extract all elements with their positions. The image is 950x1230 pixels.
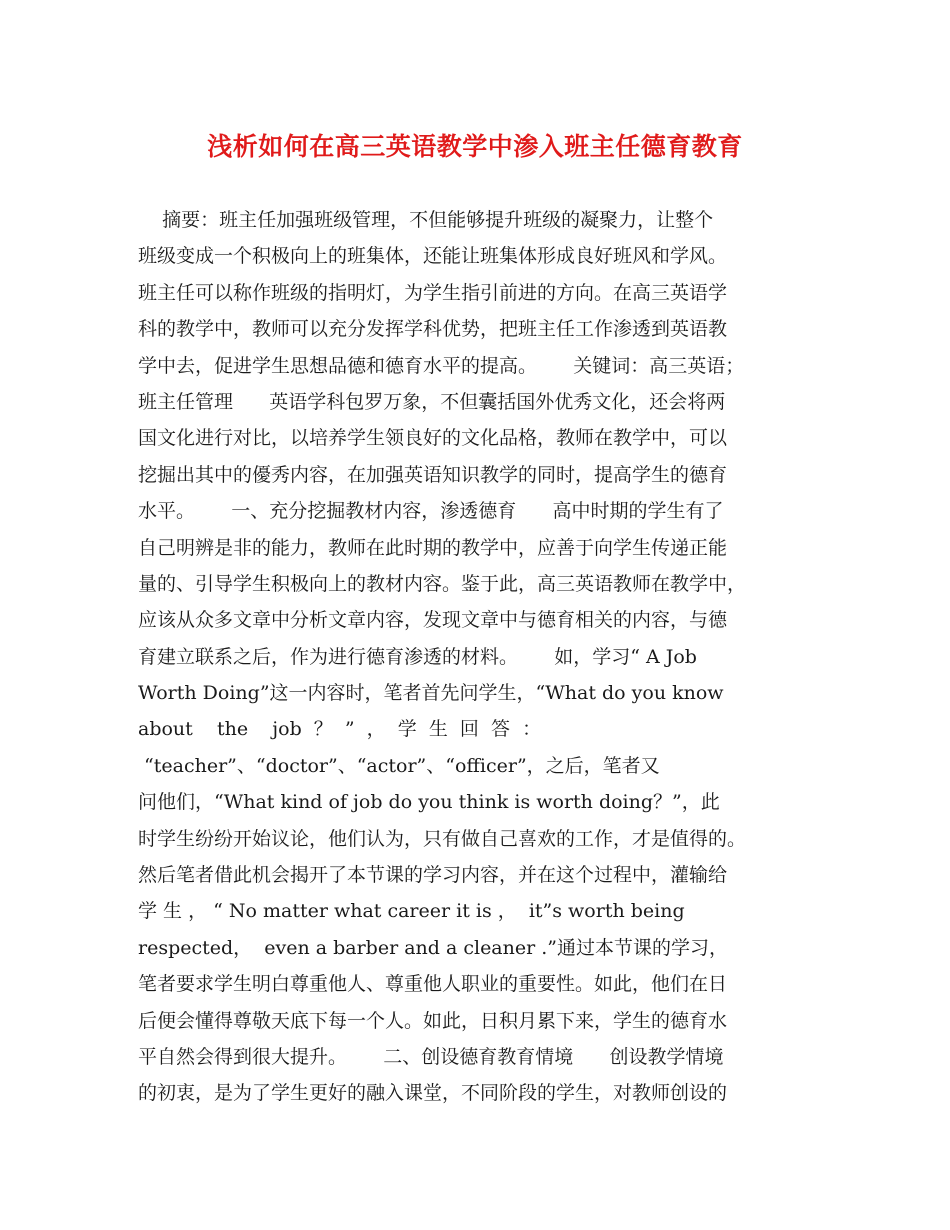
document-title: 浅析如何在高三英语教学中渗入班主任德育教育	[207, 132, 743, 161]
body-line: about the job ？ ” ， 学 生 回 答 ：	[138, 718, 542, 741]
body-line: 然后笔者借此机会揭开了本节课的学习内容，并在这个过程中，灌输给	[138, 864, 728, 887]
body-line: 国文化进行对比，以培养学生领良好的文化品格，教师在教学中，可以	[138, 427, 728, 450]
document-body	[138, 202, 813, 1112]
body-line: 后便会懂得尊敬天底下每一个人。如此，日积月累下来，学生的德育水	[138, 1009, 728, 1032]
body-line: 问他们，“What kind of job do you think is worth doing？”，此	[138, 791, 720, 814]
body-line: 学 生 ， “ No matter what career it is ， it”s worth being	[138, 900, 685, 923]
body-line: 平自然会得到很大提升。 二、创设德育教育情境 创设教学情境	[138, 1045, 724, 1068]
body-line: 学中去，促进学生思想品德和德育水平的提高。 关键词：高三英语；	[138, 354, 745, 377]
body-line: 班主任可以称作班级的指明灯，为学生指引前进的方向。在高三英语学	[138, 281, 728, 304]
body-line: 水平。 一、充分挖掘教材内容，渗透德育 高中时期的学生有了	[138, 500, 724, 523]
body-line: “teacher”、“doctor”、“actor”、“officer”，之后，笔者又	[138, 754, 660, 777]
body-line: 自己明辨是非的能力，教师在此时期的教学中，应善于向学生传递正能	[138, 536, 728, 559]
body-line: 挖掘出其中的優秀内容，在加强英语知识教学的同时，提高学生的德育	[138, 463, 728, 486]
body-line: 科的教学中，教师可以充分发挥学科优势，把班主任工作渗透到英语教	[138, 318, 728, 341]
body-line: 应该从众多文章中分析文章内容，发现文章中与德育相关的内容，与德	[138, 609, 728, 632]
body-line: 时学生纷纷开始议论，他们认为，只有做自己喜欢的工作，才是值得的。	[138, 827, 747, 850]
body-line: 班级变成一个积极向上的班集体，还能让班集体形成良好班风和学风。	[138, 245, 728, 268]
body-line: 摘要：班主任加强班级管理，不但能够提升班级的凝聚力，让整个	[138, 209, 714, 231]
body-line: 育建立联系之后，作为进行德育渗透的材料。 如，学习“ A Job	[138, 645, 697, 668]
body-line: 班主任管理 英语学科包罗万象，不但囊括国外优秀文化，还会将两	[138, 390, 726, 413]
body-line: 的初衷，是为了学生更好的融入课堂，不同阶段的学生，对教师创设的	[138, 1082, 728, 1105]
body-line: 笔者要求学生明白尊重他人、尊重他人职业的重要性。如此，他们在日	[138, 973, 728, 996]
body-line: 量的、引导学生积极向上的教材内容。鉴于此，高三英语教师在教学中，	[138, 572, 747, 595]
body-line: respected， even a barber and a cleaner .”通过本节课的学习，	[138, 936, 728, 959]
body-line: Worth Doing”这一内容时，笔者首先问学生，“What do you know	[138, 682, 724, 705]
